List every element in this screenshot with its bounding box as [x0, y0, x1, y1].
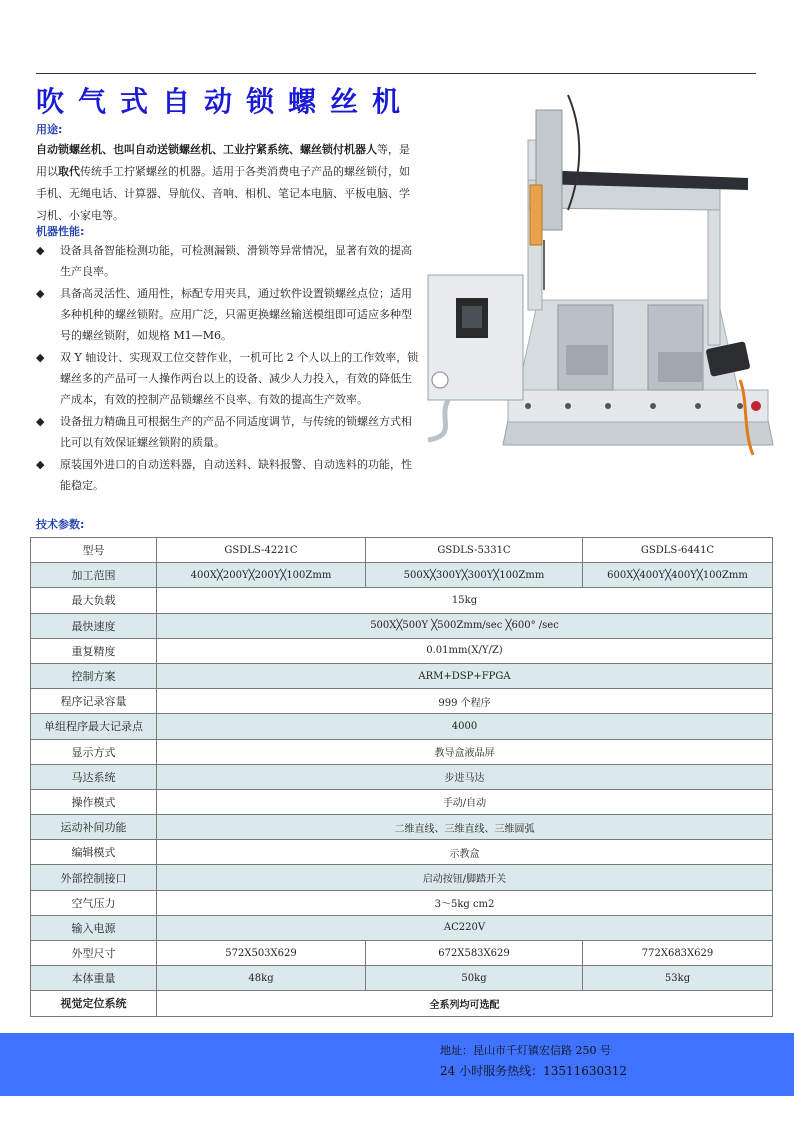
list-item: ◆ 设备具备智能检测功能，可检测漏锁、滑锁等异常情况，显著有效的提高生产良率。: [36, 240, 421, 282]
row-label: 显示方式: [31, 739, 157, 764]
weight-cell: 48kg: [157, 966, 366, 991]
model-cell: GSDLS-4221C: [157, 538, 366, 563]
row-label: 单组程序最大记录点: [31, 714, 157, 739]
row-value: 示教盒: [157, 840, 773, 865]
row-label: 输入电源: [31, 915, 157, 940]
range-cell: 400X╳200Y╳200Y╳100Zmm: [157, 563, 366, 588]
row-value: 4000: [157, 714, 773, 739]
footer-address: 地址：昆山市千灯镇宏信路 250 号: [440, 1044, 611, 1057]
features-heading: 机器性能:: [36, 225, 85, 238]
diamond-bullet-icon: ◆: [36, 287, 45, 300]
row-label: 运动补间功能: [31, 815, 157, 840]
weight-cell: 50kg: [366, 966, 583, 991]
usage-heading: 用途:: [36, 123, 63, 136]
row-label: 重复精度: [31, 638, 157, 663]
table-row: [31, 789, 773, 814]
usage-bold-inline: 取代: [58, 165, 80, 178]
table-row: [31, 739, 773, 764]
row-value: 手动/自动: [157, 789, 773, 814]
page-title: 吹气式自动锁螺丝机: [36, 85, 415, 118]
usage-paragraph: [36, 139, 416, 227]
footer-bar: [0, 1033, 794, 1096]
table-row: [31, 689, 773, 714]
spec-table: [30, 537, 773, 1017]
weight-label: 本体重量: [31, 966, 157, 991]
vision-value: 全系列均可选配: [157, 991, 773, 1016]
table-row: [31, 764, 773, 789]
row-value: 15kg: [157, 588, 773, 613]
machine-photo: [418, 90, 778, 460]
size-cell: 672X583X629: [366, 941, 583, 966]
table-row: [31, 966, 773, 991]
model-label: 型号: [31, 538, 157, 563]
top-rule: [36, 73, 756, 74]
row-label: 程序记录容量: [31, 689, 157, 714]
table-row: [31, 840, 773, 865]
diamond-bullet-icon: ◆: [36, 244, 45, 257]
specs-heading: 技术参数:: [36, 518, 85, 531]
model-cell: GSDLS-5331C: [366, 538, 583, 563]
vision-label: 视觉定位系统: [31, 991, 157, 1016]
diamond-bullet-icon: ◆: [36, 415, 45, 428]
table-row: [31, 714, 773, 739]
table-row: [31, 815, 773, 840]
table-row: [31, 991, 773, 1016]
row-label: 最大负载: [31, 588, 157, 613]
row-value: ARM+DSP+FPGA: [157, 663, 773, 688]
table-row: [31, 588, 773, 613]
list-item: ◆ 原装国外进口的自动送料器，自动送料、缺料报警、自动选料的功能，性能稳定。: [36, 454, 421, 496]
table-row: [31, 941, 773, 966]
row-value: 二维直线、三维直线、三维圆弧: [157, 815, 773, 840]
usage-bold-lead: 自动锁螺丝机、也叫自动送锁螺丝机、工业拧紧系统、螺丝锁付机器人: [36, 143, 377, 156]
row-label: 空气压力: [31, 890, 157, 915]
size-cell: 572X503X629: [157, 941, 366, 966]
row-label: 编辑模式: [31, 840, 157, 865]
row-value: 步进马达: [157, 764, 773, 789]
table-row: [31, 563, 773, 588]
row-value: 999 个程序: [157, 689, 773, 714]
list-item: ◆ 设备扭力精确且可根据生产的产品不同适度调节，与传统的锁螺丝方式相比可以有效保证螺丝锁附的质量。: [36, 411, 421, 453]
row-label: 控制方案: [31, 663, 157, 688]
range-cell: 500X╳300Y╳300Y╳100Zmm: [366, 563, 583, 588]
features-list: [36, 240, 421, 497]
row-label: 马达系统: [31, 764, 157, 789]
table-row: [31, 613, 773, 638]
usage-text-2: 传统手工拧紧螺丝的机器。适用于各类消费电子产品的螺丝锁付，如手机、无绳电话、计算器、导航仪、音响、相机、笔记本电脑、平板电脑、学习机、小家电等。: [36, 165, 410, 222]
table-row: [31, 915, 773, 940]
row-value: 500X╳500Y ╳500Zmm/sec ╳600° /sec: [157, 613, 773, 638]
weight-cell: 53kg: [583, 966, 773, 991]
row-label: 操作模式: [31, 789, 157, 814]
table-row: [31, 638, 773, 663]
range-cell: 600X╳400Y╳400Y╳100Zmm: [583, 563, 773, 588]
row-label: 最快速度: [31, 613, 157, 638]
table-row: [31, 663, 773, 688]
size-cell: 772X683X629: [583, 941, 773, 966]
row-value: 3～5kg cm2: [157, 890, 773, 915]
list-item: ◆ 双 Y 轴设计、实现双工位交替作业，一机可比 2 个人以上的工作效率，锁螺丝多的产品可一人操作两台以上的设备、减少人力投入，有效的降低生产成本，有效的控制产品锁螺丝不良率、有效的提高生产效率。: [36, 347, 421, 410]
table-row: [31, 538, 773, 563]
table-row: [31, 865, 773, 890]
usage-text-1: 等，是用以: [36, 143, 410, 178]
footer-hotline: 24 小时服务热线：13511630312: [440, 1064, 628, 1078]
list-item: ◆ 具备高灵活性、通用性，标配专用夹具，通过软件设置锁螺丝点位；适用多种机种的螺丝锁附。应用广泛，只需更换螺丝输送模组即可适应多种型号的螺丝锁附，如规格 M1—M6。: [36, 283, 421, 346]
row-value: 0.01mm(X/Y/Z): [157, 638, 773, 663]
row-value: 教导盒液晶屏: [157, 739, 773, 764]
range-label: 加工范围: [31, 563, 157, 588]
row-value: 启动按钮/脚踏开关: [157, 865, 773, 890]
row-value: AC220V: [157, 915, 773, 940]
row-label: 外部控制接口: [31, 865, 157, 890]
table-row: [31, 890, 773, 915]
diamond-bullet-icon: ◆: [36, 351, 45, 364]
model-cell: GSDLS-6441C: [583, 538, 773, 563]
size-label: 外型尺寸: [31, 941, 157, 966]
diamond-bullet-icon: ◆: [36, 458, 45, 471]
